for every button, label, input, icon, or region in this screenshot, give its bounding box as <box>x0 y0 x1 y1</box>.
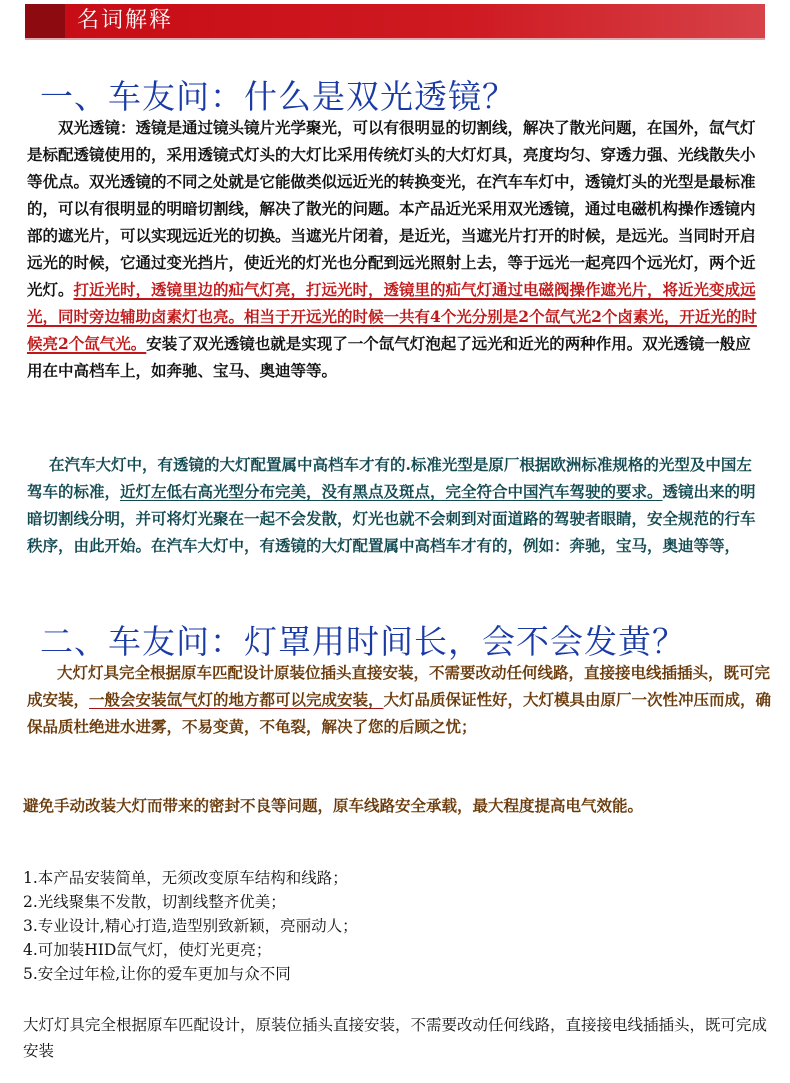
p1-highlight-underlined: 打近光时，透镜里边的疝气灯亮，打远光时，透镜里的疝气灯通过电磁阀操作遮光片，将近光变成远光，同时旁边辅助卤素灯也亮。相当于开远光的时候一共有4个光分别是2个氙气光2个卤素光，开近光的时候亮2个氙气光。 <box>27 280 757 353</box>
feature-item: 2.光线聚集不发散，切割线整齐优美； <box>23 893 286 911</box>
feature-item: 1.本产品安装简单，无须改变原车结构和线路； <box>23 869 348 887</box>
feature-item: 3.专业设计,精心打造,造型别致新颖，亮丽动人； <box>23 917 358 935</box>
p2-highlight-underlined: 近灯左低右高光型分布完美，没有黑点及斑点，完全符合中国汽车驾驶的要求。 <box>120 482 663 501</box>
banner-accent-block <box>25 4 65 38</box>
section-banner <box>25 4 765 40</box>
p3-highlight-underlined: 一般会安装氙气灯的地方都可以完成安装， <box>89 690 384 709</box>
p3-text-intro: 大灯灯具完全根据原车匹配设计原装位插头直接安装，不需要改动任何线路，直接接电线插插头，既可完成安装， <box>27 663 771 709</box>
dual-lens-explanation <box>27 114 759 384</box>
sealing-paragraph: 避免手动改装大灯而带来的密封不良等问题，原车线路安全承载，最大程度提高电气效能。 <box>23 796 644 815</box>
section1-heading: 一、车友问：什么是双光透镜？ <box>40 77 516 117</box>
installation-paragraph <box>27 659 775 740</box>
p3-text-end: 大灯品质保证性好，大灯模具由原厂一次性冲压而成，确保品质杜绝进水进雾，不易变黄，不龟裂，解决了您的后顾之忧； <box>27 690 772 736</box>
feature-item: 5.安全过年检,让你的爱车更加与众不同 <box>23 965 291 983</box>
feature-list <box>23 866 773 986</box>
section2-heading: 二、车友问：灯罩用时间长，会不会发黄？ <box>40 622 686 662</box>
p1-text-end: 安装了双光透镜也就是实现了一个氙气灯泡起了远光和近光的两种作用。双光透镜一般应用在中高档车上，如奔驰、宝马、奥迪等等。 <box>27 334 751 380</box>
banner-title: 名词解释 <box>77 8 174 33</box>
p1-text-intro: 双光透镜：透镜是通过镜头镜片光学聚光，可以有很明显的切割线，解决了散光问题，在国外，氙气灯是标配透镜使用的，采用透镜式灯头的大灯比采用传统灯头的大灯灯具，亮度均匀、穿透力强、光线散失小等优点。双光透镜的不同之处就是它能做类似远近光的转换变光，在汽车车灯中，透镜灯头的光型是最标准的，可以有很明显的明暗切割线，解决了散光的问题。本产品近光采用双光透镜，通过电磁机构操作透镜内部的遮光片，可以实现远近光的切换。当遮光片闭着，是近光，当遮光片打开的时候，是远光。当同时开启远光的时候，它通过变光挡片，使近光的灯光也分配到远光照射上去，等于远光一起亮四个远光灯，两个近光灯。 <box>27 118 756 299</box>
feature-item: 4.可加装HID氙气灯，使灯光更亮； <box>23 941 272 959</box>
p2-text-intro: 在汽车大灯中，有透镜的大灯配置属中高档车才有的.标准光型是原厂根据欧洲标准规格的光型及中国左驾车的标准， <box>27 455 752 501</box>
p2-text-end: 透镜出来的明暗切割线分明，并可将灯光聚在一起不会发散，灯光也就不会刺到对面道路的驾驶者眼睛，安全规范的行车秩序，由此开始。在汽车大灯中，有透镜的大灯配置属中高档车才有的，例如：奔驰，宝马，奥迪等等， <box>27 482 756 555</box>
lens-standard-paragraph <box>27 451 759 559</box>
closing-paragraph: 大灯灯具完全根据原车匹配设计，原装位插头直接安装，不需要改动任何线路，直接接电线插插头，既可完成安装 <box>23 1016 768 1060</box>
